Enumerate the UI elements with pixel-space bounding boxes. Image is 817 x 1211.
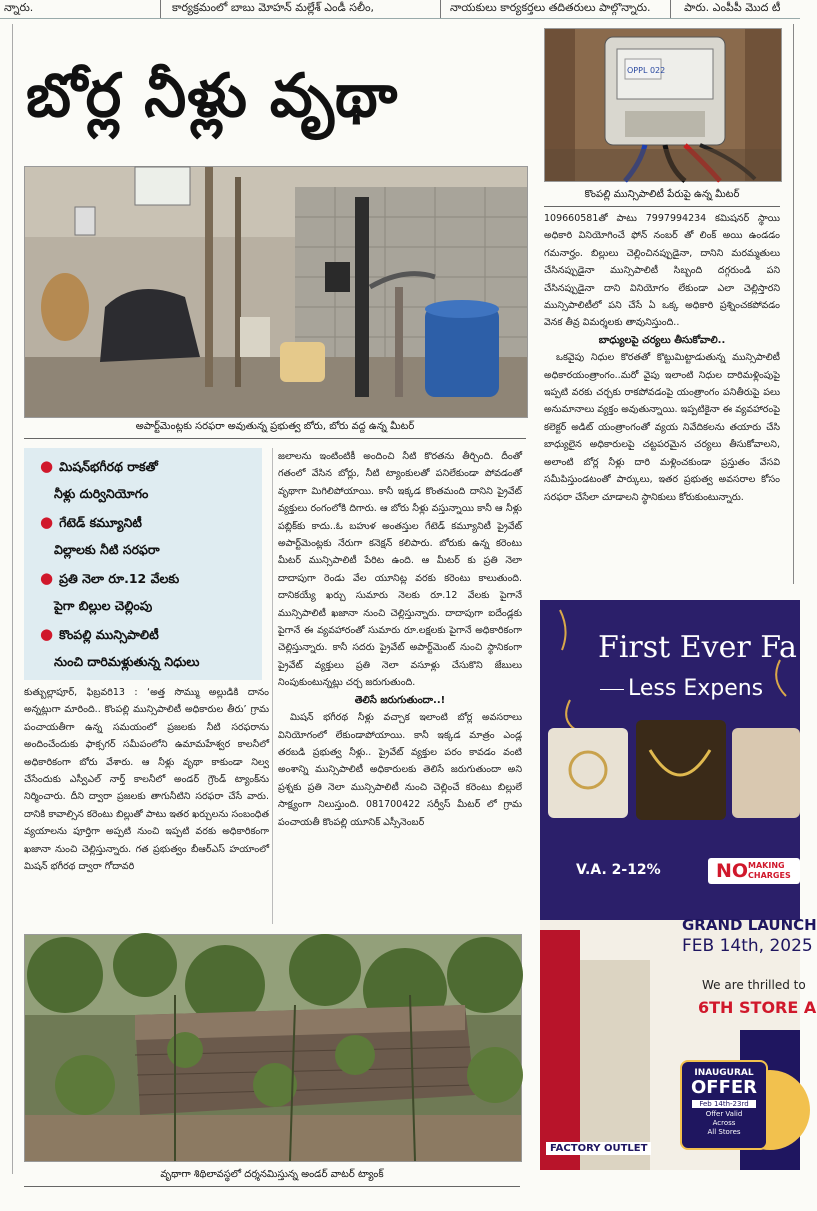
article-column-2 bbox=[278, 448, 522, 926]
ad-factory-outlet-label: FACTORY OUTLET bbox=[546, 1142, 651, 1155]
ad-thrilled-text: We are thrilled to bbox=[702, 978, 806, 992]
page-headline: బోర్ల నీళ్లు వృథా bbox=[26, 61, 399, 131]
ad-offer-top: INAUGURAL bbox=[694, 1068, 754, 1078]
highlight-item: ● ప్రతి నెలా రూ.12 వేలకు bbox=[40, 569, 180, 587]
article-paragraph: 109660581తో పాటు 7997994234 కమిషనర్ స్థాయి అధికారి వినియోగించే ఫోన్ నంబర్ తో లింక్ అయి ఉండడం గమనార్హం. బిల్లులు చెల్లించినప్పుడైనా, దానిని మరమ్మతులు చేసినప్పుడైనా మున్సిపాలిటీ సిబ్బంది దగ్గరుండి పని చేసినప్పుడైనా దాని వినియోగం లేకుండా ఎలా చెల్లిస్తారని మున్సిపాలిటీలో పని చేసే ఏ ఒక్క అధికారి ప్రశ్నించకపోవడం వెనక తీవ్ర విమర్శలకు తావునిస్తుంది.. bbox=[544, 213, 780, 329]
article-paragraph: మిషన్ భగీరథ నీళ్లు వచ్చాక ఇలాంటి బోర్ల అవసరాలు వినియోగంలో లేకుండాపోయాయి. కానీ ఇక్కడ మాత్రం ఎండ్ల తరబడి ప్రభుత్వ నీళ్లు.. ప్రైవేట్ వ్యక్తుల పరం కావడం వంటి అంశాన్ని మున్సిపాలిటీ అధికారులకు తెలిసే జరుగుతుందా అని ప్రశ్నకు ప్రతి నెలా మున్సిపాలిటీ నుంచి చెల్లించే కరెంటు బిల్లులే సాక్ష్యంగా నిలుస్తుంది. 081700422 సర్వీస్ మీటర్ లో గ్రామ పంచాయతీ కొంపల్లి యూనిక్ ఎస్సీనెంబర్ bbox=[278, 712, 522, 828]
ad-subtitle: Less Expens bbox=[628, 676, 764, 701]
ad-launch-title: GRAND LAUNCH bbox=[682, 916, 817, 934]
article-paragraph: జలాలను ఇంటింటికీ అందించి నీటి కొరతను తీర్చింది. దీంతో గతంలో వేసిన బోర్లు, నీటి ట్యాంకులతో పనిలేకుండా పోవడంతో వృథాగా మిగిలిపోయాయి. కానీ ఇక్కడ కొంతమంది దానిని ప్రైవేట్ వ్యక్తులు రంగంలోకి దిగారు. ఆ బోరు నీళ్లు వస్తున్నాయి కానీ ఆ నీళ్లు పబ్లిక్‌కు కాదు..ఓ బహుళ అంతస్తుల గేటెడ్ కమ్యూనిటీ ప్రైవేట్ అపార్ట్‌మెంట్లకు నేరుగా కనెక్షన్ కలిపారు. బోరుకు ఉన్న కరెంటు మీటర్ మున్సిపాలిటీ పేరిట ఉంది. ఆ మీటర్ కు ప్రతి నెలా దాదాపుగా రెండు వేల యూనిట్ల వరకు కరెంటు కాలుతుంది. దానికయ్యే ఖర్చు సుమారు నెలకు రూ.12 వేలకు పైగానే మున్సిపాలిటీ ఖజానా నుంచి చెల్లిస్తున్నారు. దాదాపుగా ఐదేండ్లకు పైగానే ఈ వ్యవహారంతో సుమారు రూ.లక్షలకు పైగానే అధికారికంగా చెల్లిస్తున్నారు. కానీ సదరు ప్రైవేట్ అపార్ట్‌మెంట్ నుంచి స్థానికంగా ప్రైవేట్ వ్యక్తులు ప్రతి నెలా వసూళ్లు చేసుకొని జేబులు నింపుకుంటున్నట్లు చర్చ జరుగుతుంది. bbox=[278, 451, 522, 689]
caption-divider bbox=[544, 206, 780, 207]
article-paragraph: కుత్బుల్లాపూర్, ఫిబ్రవరి13 : ‘అత్త సొమ్ము అల్లుడికి దానం అన్నట్లుగా మారింది.. కొంపల్లి మున్సిపాలిటీ అధికారుల తీరు’ గ్రామ పంచాయతీగా ఉన్న సమయంలో ప్రజలకు నీటి సరఫరాను అందించేందుకు ఫాక్సగర్ సమీపంలోని ఉమామహేశ్వర కాలనీలో అధికారికంగా బోరు వేశారు. ఆ నీళ్లు వృథా కాకుండా నిల్వ చేసేందుకు ఎస్వీఎల్ నార్త్ కాలనీలో అండర్ గ్రౌండ్ ట్యాంక్‌ను నిర్మించారు. దీని ద్వారా ప్రజలకు తాగునీటిని సరఫరా చేసే వారు. దానికి కావాల్సిన కరెంటు బిల్లుతో పాటు ఇతర ఖర్చులను సంబంధిత వ్యయాలను పూర్తిగా అప్పటి నుంచి ఇప్పటి వరకు అధికారికంగా ఖజానా నుంచి చెల్లిస్తున్నారు. గత ప్రభుత్వం బీఆర్ఎస్ హయాంలో మిషన్ భగీరథ ద్వారా గోదావరి bbox=[24, 687, 269, 873]
ad-no-text: NO bbox=[716, 860, 749, 882]
meter-sticker-text: OPPL 022 bbox=[627, 66, 666, 75]
bullet-icon: ● bbox=[40, 625, 54, 643]
strip-right-text: పారు. ఎంపీపీ మొద టీ bbox=[684, 1, 781, 14]
main-photo bbox=[24, 166, 528, 418]
caption-divider bbox=[24, 1186, 520, 1187]
ad-va-badge: V.A. 2-12% bbox=[576, 862, 661, 878]
strip-divider bbox=[440, 0, 441, 18]
strip-left-text: న్నారు. bbox=[4, 1, 34, 14]
meter-photo bbox=[544, 28, 782, 182]
main-photo-caption: అపార్ట్‌మెంట్లకు సరఫరా అవుతున్న ప్రభుత్వ బోరు, బోరు వద్ద ఉన్న మీటర్ bbox=[135, 421, 415, 432]
ad-making-text: MAKING bbox=[748, 861, 785, 870]
ad-offer-valid3: All Stores bbox=[707, 1128, 741, 1136]
tank-photo bbox=[24, 934, 522, 1162]
underground-tank-image bbox=[25, 935, 521, 1161]
ad-offer-valid1: Offer Valid bbox=[705, 1110, 743, 1118]
highlights-box bbox=[24, 448, 262, 680]
bullet-icon: ● bbox=[40, 513, 54, 531]
ad-offer-badge bbox=[680, 1060, 768, 1150]
highlight-item: ● కొంపల్లి మున్సిపాలిటీ bbox=[40, 625, 159, 643]
bullet-icon: ● bbox=[40, 569, 54, 587]
highlight-item-cont: నుంచి దారిమళ్లుతున్న నిధులు bbox=[54, 654, 200, 669]
highlight-item-cont: విల్లాలకు నీటి సరఫరా bbox=[54, 542, 160, 557]
previous-article-strip bbox=[0, 0, 800, 19]
bullet-icon: ● bbox=[40, 457, 54, 475]
column-rule bbox=[272, 448, 273, 924]
section-subhead: బాధ్యులపై చర్యలు తీసుకోవాలి.. bbox=[598, 334, 726, 346]
tank-photo-caption: వృథాగా శిథిలావస్థలో దర్శనమిస్తున్న అండర్ వాటర్ ట్యాంక్ bbox=[160, 1169, 384, 1180]
highlight-item: ● మిషన్‌భగీరథ రాకతో bbox=[40, 457, 158, 475]
article-column-3 bbox=[544, 210, 780, 582]
ad-launch-date: FEB 14th, 2025 bbox=[682, 936, 813, 956]
ad-offer-dates: Feb 14th-23rd bbox=[692, 1100, 756, 1108]
meter-photo-caption: కొంపల్లి మున్సిపాలిటీ పేరుపై ఉన్న మీటర్ bbox=[584, 189, 740, 200]
ad-title: First Ever Fa bbox=[598, 630, 797, 665]
electric-meter-image bbox=[545, 29, 781, 181]
ad-charges-text: CHARGES bbox=[748, 871, 791, 880]
caption-divider bbox=[24, 438, 526, 439]
highlight-item: ● గేటెడ్ కమ్యూనిటీ bbox=[40, 513, 142, 531]
ad-rule bbox=[600, 689, 624, 690]
right-column-rule bbox=[793, 24, 794, 584]
strip-divider bbox=[670, 0, 671, 18]
article-paragraph: ఒకవైపు నిధుల కొరతతో కొట్టుమిట్టాడుతున్న మున్సిపాలిటీ అధికారయంత్రాంగం..మరో వైపు ఇలాంటి నిధుల దారిమళ్లింపుపై ఇప్పటి వరకు చర్చకు రాకపోవడంపై యంత్రాంగం పనితీరుపై పలు అనుమానాలు వ్యక్తం అవుతున్నాయి. ఇప్పటికైనా ఈ వ్యవహారంపై కలెక్టర్ అడిట్ యంత్రాంగంతో వ్యయ నివేదికలను తయారు చేసి బాధ్యులైన అధికారులపై చట్టపరమైన చర్యలు తీసుకోవాలని, అలాంటి బోర్ల నీళ్లు దారి మళ్లించకుండా ప్రస్తుతం వేసవి సమీపిస్తుండటంతో పార్కులు, ఇతర ప్రభుత్వ అవసరాల కోసం సరఫరా చేసేలా చూడాలని స్థానికులు కోరుకుంటున్నారు. bbox=[544, 352, 780, 503]
jewellery-advertisement[interactable] bbox=[540, 600, 817, 1170]
ad-no-making-badge bbox=[708, 858, 800, 884]
strip-divider bbox=[160, 0, 161, 18]
ad-store-text: 6TH STORE A bbox=[698, 998, 817, 1017]
ad-offer-main: OFFER bbox=[690, 1077, 758, 1098]
bore-pump-image bbox=[25, 167, 527, 417]
strip-center-text: కార్యక్రమంలో బాబు మోహన్ మల్లేశ్ ఎండీ సలీం, bbox=[172, 1, 375, 14]
left-margin-rule bbox=[12, 24, 13, 1174]
strip-center2-text: నాయకులు కార్యకర్తలు తదితరులు పాల్గొన్నారు. bbox=[450, 1, 651, 14]
highlight-item-cont: పైగా బిల్లుల చెల్లింపు bbox=[54, 598, 153, 613]
highlight-item-cont: నీళ్లు దుర్వినియోగం bbox=[54, 486, 149, 501]
article-column-1 bbox=[24, 684, 269, 920]
section-subhead: తెలిసే జరుగుతుందా..! bbox=[354, 694, 446, 706]
ad-offer-valid2: Across bbox=[712, 1119, 736, 1127]
